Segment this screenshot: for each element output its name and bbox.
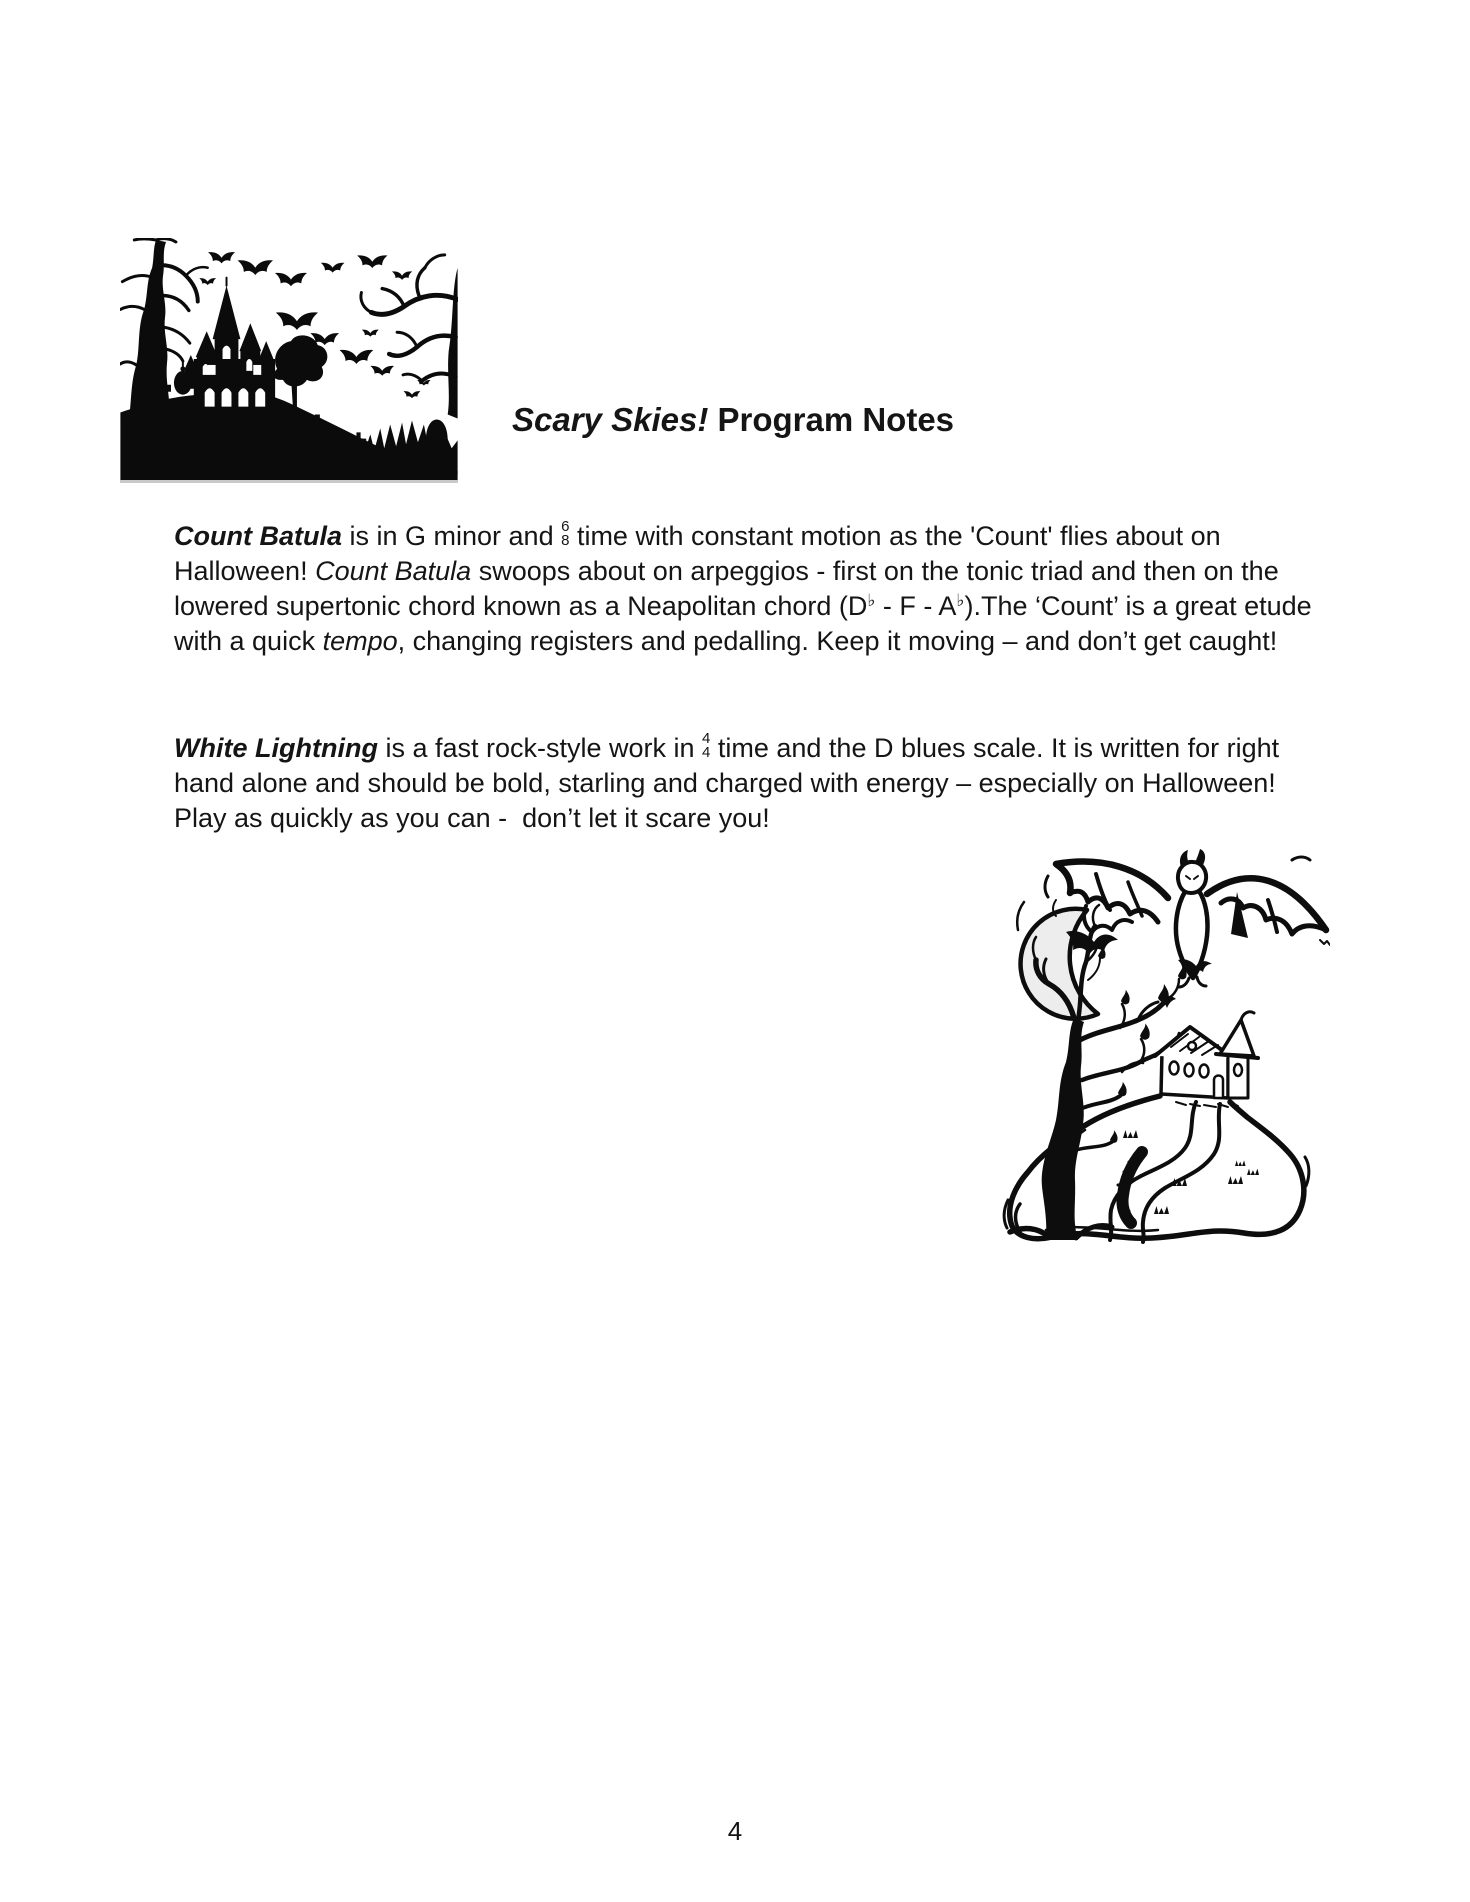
castle-silhouette-graphic <box>120 238 458 480</box>
text-segment: hand alone and should be bold, starling and charged with energy – especially on Halloween! <box>174 768 1276 798</box>
text-segment: is in G minor and <box>342 521 562 551</box>
text-segment: ♭ <box>956 591 965 610</box>
page-title <box>512 400 954 440</box>
hanging-cage <box>174 371 192 395</box>
text-segment: ♭ <box>867 591 876 610</box>
text-segment: with a quick <box>174 626 323 656</box>
text-segment: time and the D blues scale. It is written for right <box>710 733 1280 763</box>
program-note-white-lightning <box>174 731 1279 836</box>
haunted-castle-illustration <box>120 238 458 483</box>
haunted-house <box>1155 1012 1258 1107</box>
time-signature: 4 4 <box>702 730 711 761</box>
text-segment: tempo <box>322 626 398 656</box>
text-segment: Halloween! <box>174 556 316 586</box>
time-signature: 6 8 <box>561 518 570 549</box>
text-segment: swoops about on arpeggios - first on the tonic triad and then on the <box>471 556 1279 586</box>
text-segment: Count Batula <box>174 521 342 551</box>
text-segment: ).The ‘Count’ is a great etude <box>964 591 1312 621</box>
small-tree <box>274 335 328 408</box>
text-segment: is a fast rock-style work in <box>377 733 703 763</box>
text-segment: time with constant motion as the 'Count' flies about on <box>569 521 1221 551</box>
tombstone <box>426 420 448 465</box>
text-segment: White Lightning <box>174 733 378 763</box>
text-segment: - F - A <box>875 591 957 621</box>
title-bold-part: Program Notes <box>708 401 955 438</box>
title-italic-part: Scary Skies! <box>512 401 709 438</box>
halloween-sketch-illustration <box>990 848 1330 1244</box>
program-note-count-batula <box>174 519 1312 659</box>
bat-moon-house-graphic <box>990 848 1330 1244</box>
text-segment: Play as quickly as you can - don’t let it scare you! <box>174 803 770 833</box>
text-segment: , changing registers and pedalling. Keep it moving – and don’t get caught! <box>397 626 1278 656</box>
page-number: 4 <box>727 1816 743 1846</box>
text-segment: Count Batula <box>315 556 472 586</box>
text-segment: lowered supertonic chord known as a Neapolitan chord (D <box>174 591 868 621</box>
